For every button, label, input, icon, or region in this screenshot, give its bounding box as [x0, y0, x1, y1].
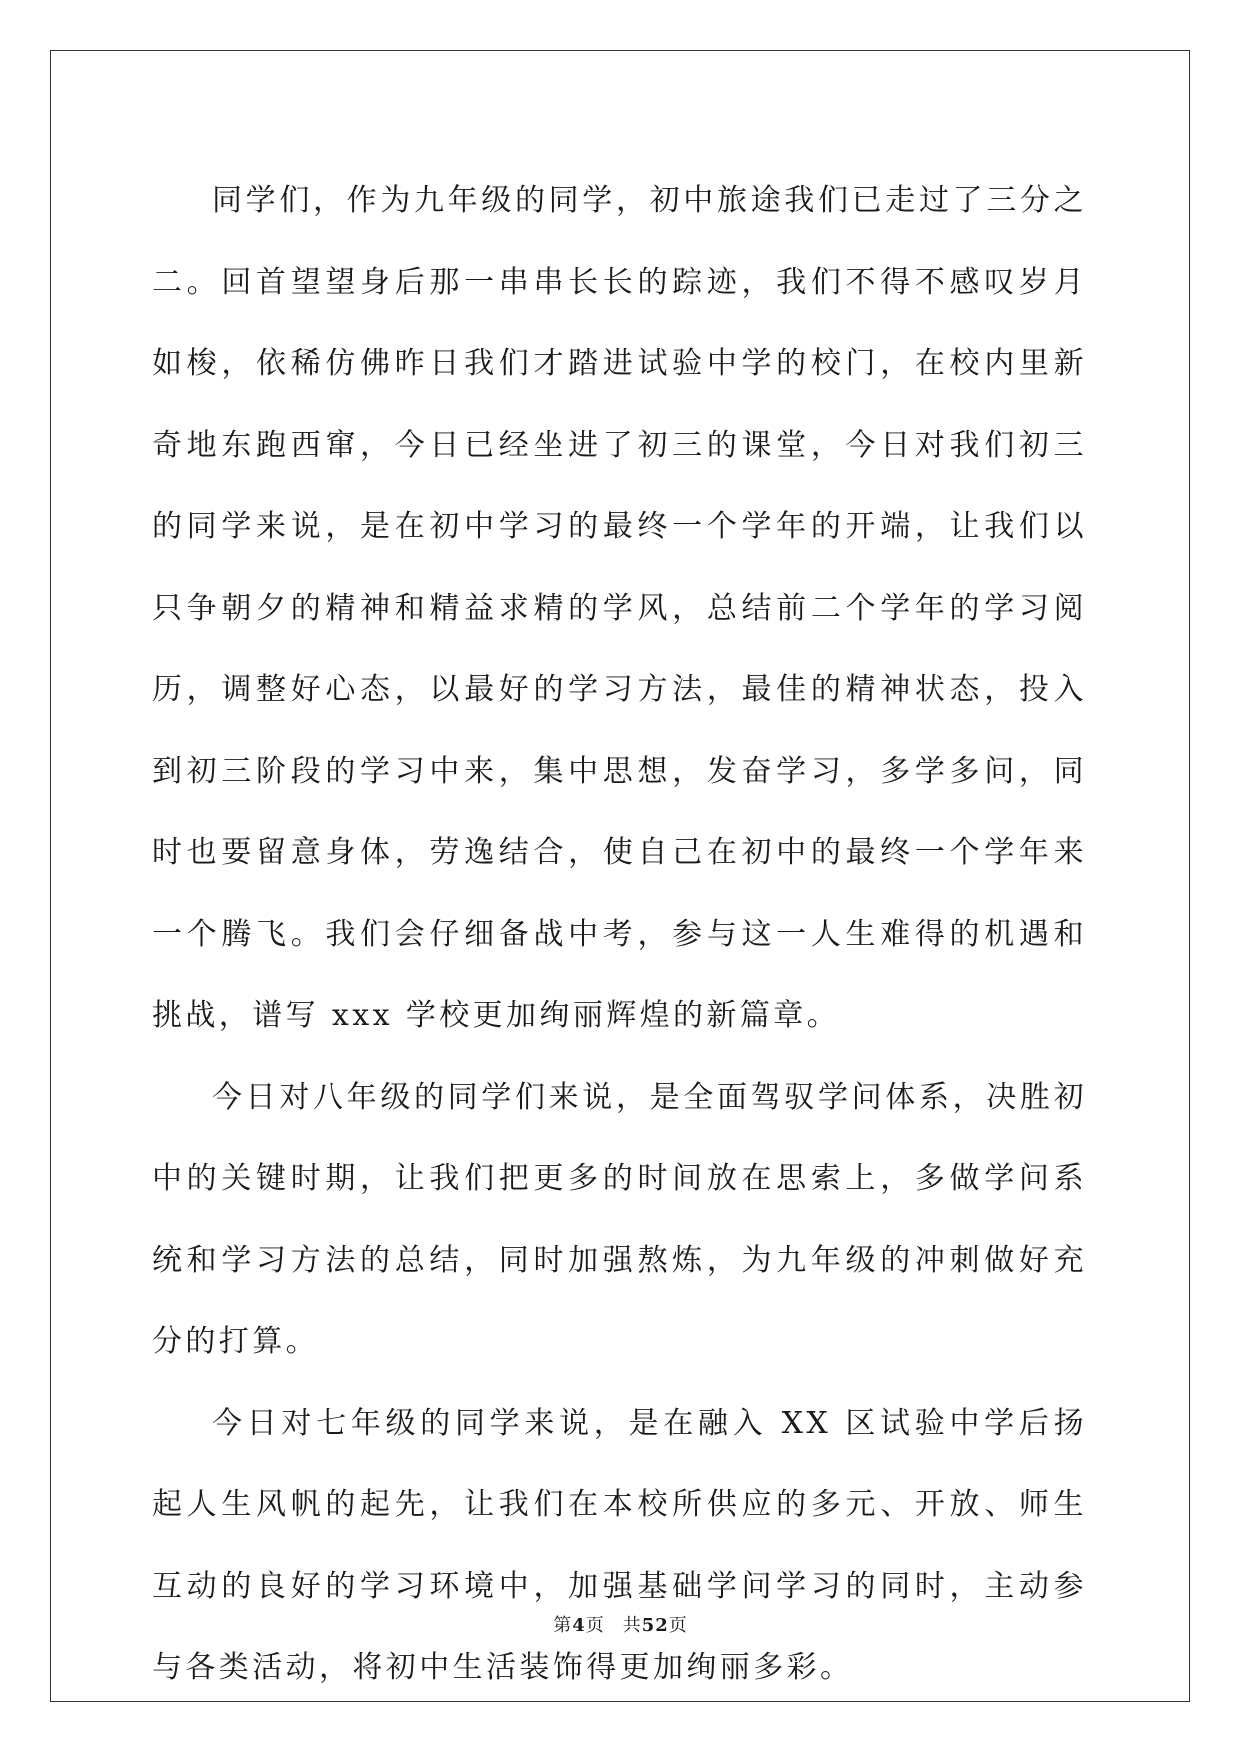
page-footer [0, 1611, 1241, 1637]
footer-prefix: 第 [553, 1615, 573, 1636]
footer-total-prefix: 共 [622, 1615, 642, 1636]
footer-page-suffix: 页 [585, 1615, 605, 1636]
current-page-number: 4 [572, 1615, 586, 1636]
paragraph-eighth-grade: 今日对八年级的同学们来说，是全面驾驭学问体系，决胜初中的关键时期，让我们把更多的时间放在思索上，多做学问系统和学习方法的总结，同时加强熬炼，为九年级的冲刺做好充分的打算。 [152, 1079, 1087, 1359]
footer-total-suffix: 页 [668, 1615, 688, 1636]
document-body [152, 160, 1087, 1709]
paragraph-ninth-grade: 同学们，作为九年级的同学，初中旅途我们已走过了三分之二。回首望望身后那一串串长长的踪迹，我们不得不感叹岁月如梭，依稀仿佛昨日我们才踏进试验中学的校门，在校内里新奇地东跑西窜，今日已经坐进了初三的课堂，今日对我们初三的同学来说，是在初中学习的最终一个学年的开端，让我们以只争朝夕的精神和精益求精的学风，总结前二个学年的学习阅历，调整好心态，以最好的学习方法，最佳的精神状态，投入到初三阶段的学习中来，集中思想，发奋学习，多学多问，同时也要留意身体，劳逸结合，使自己在初中的最终一个学年来一个腾飞。我们会仔细备战中考，参与这一人生难得的机遇和挑战，谱写 xxx 学校更加绚丽辉煌的新篇章。 [152, 183, 1087, 1033]
paragraph-seventh-grade: 今日对七年级的同学来说，是在融入 XX 区试验中学后扬起人生风帆的起先，让我们在本校所供应的多元、开放、师生互动的良好的学习环境中，加强基础学问学习的同时，主动参与各类活动，将初中生活装饰得更加绚丽多彩。 [152, 1405, 1087, 1685]
total-pages-number: 52 [641, 1615, 669, 1636]
